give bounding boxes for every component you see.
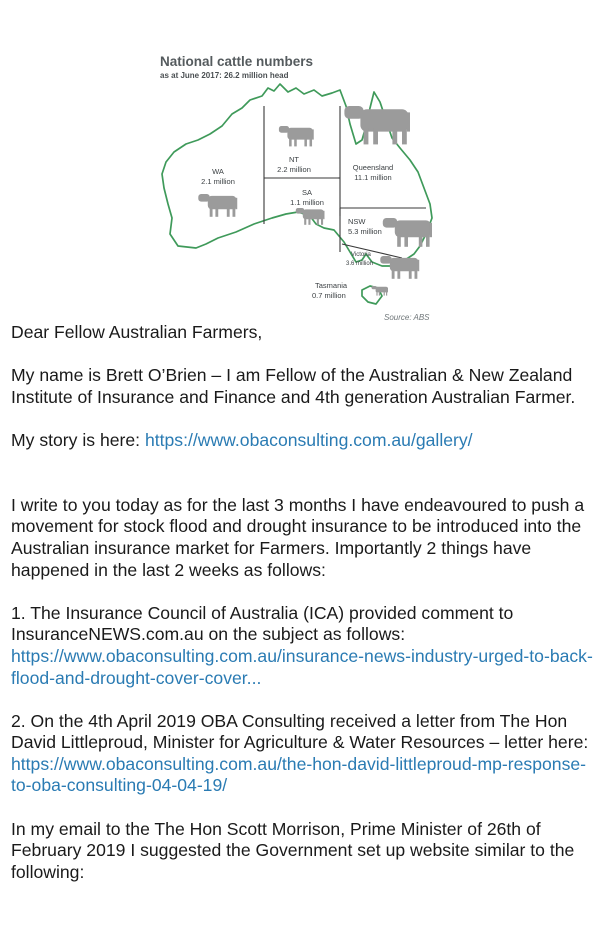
intro-paragraph: My name is Brett O’Brien – I am Fellow of the Australian & New Zealand Institute of Insurance and Finance and 4th generation Australian Farmer. [11,365,576,407]
body-paragraph: I write to you today as for the last 3 months I have endeavoured to push a movement for stock flood and drought insurance to be introduced into the Australian insurance market for Farmers. Importantly 2 things have happened in the last 2 weeks as follows: [11,494,585,580]
story-paragraph [11,430,603,452]
label-tasmania-value: 0.7 million [312,291,346,300]
story-label: My story is here: [11,429,145,450]
map-subtitle: as at June 2017: 26.2 million head [160,71,289,80]
point-2-paragraph [11,711,603,797]
label-tasmania-name: Tasmania [315,281,348,290]
point-1-paragraph [11,603,603,689]
point-2-text: 2. On the 4th April 2019 OBA Consulting received a letter from The Hon David Littleproud, Minister for Agriculture & Water Resources – letter here: [11,710,589,753]
label-sa-value: 1.1 million [290,198,324,207]
label-nsw-value: 5.3 million [348,227,382,236]
point-1-link[interactable]: https://www.obaconsulting.com.au/insurance-news-industry-urged-to-back-flood-and-drought-cover-cover... [11,645,593,688]
closing-paragraph: In my email to the The Hon Scott Morrison, Prime Minister of 26th of February 2019 I suggested the Government set up website similar to the following: [11,818,575,882]
story-link[interactable]: https://www.obaconsulting.com.au/gallery/ [144,429,473,450]
label-nsw-name: NSW [348,217,366,226]
map-title: National cattle numbers [160,54,314,69]
cow-icon-victoria [380,256,419,279]
letter-body [11,322,603,883]
greeting: Dear Fellow Australian Farmers, [11,322,263,342]
label-victoria-value: 3.6 million [346,261,374,267]
label-wa-name: WA [212,167,224,176]
label-wa-value: 2.1 million [201,177,235,186]
label-nt-value: 2.2 million [277,165,311,174]
label-nt-name: NT [289,155,299,164]
map-source: Source: ABS [384,313,430,322]
label-queensland-value: 11.1 million [354,173,392,182]
point-1-text: 1. The Insurance Council of Australia (ICA) provided comment to InsuranceNEWS.com.au on the subject as follows: [11,602,514,645]
label-sa-name: SA [301,188,313,197]
label-queensland-name: Queensland [352,163,394,172]
label-victoria-name: Victoria [351,252,371,258]
cattle-numbers-map [150,48,450,328]
point-2-link[interactable]: https://www.obaconsulting.com.au/the-hon-david-littleproud-mp-response-to-oba-consulting-04-04-19/ [11,753,587,796]
